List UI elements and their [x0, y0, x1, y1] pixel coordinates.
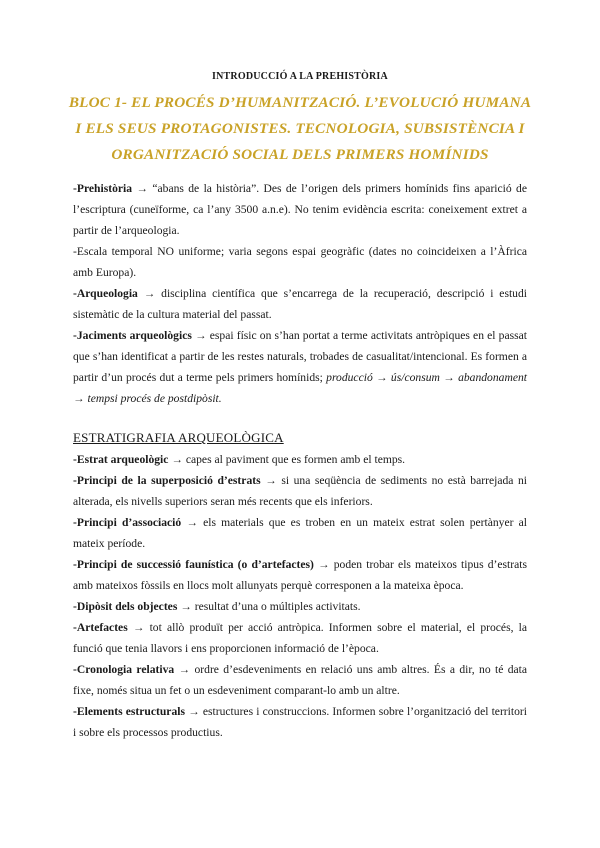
bloc-title — [60, 90, 540, 168]
definition-text: → si una seqüència de sediments no està barrejada ni alterada, els nivells superiors seran més recents que els inferiors. — [73, 474, 527, 508]
definition-text: → espai físic on s’han portat a terme activitats antròpiques en el passat que s’han identificat a partir de les restes naturals, trobades de casualitat/intencional. Es formen a partir d’un procés dut a terme pels primers homínids; — [73, 329, 527, 384]
definition-term: -Estrat arqueològic — [73, 453, 169, 466]
definition-term: -Jaciments arqueològics — [73, 329, 192, 342]
definition-term: -Artefactes — [73, 621, 128, 634]
definition-elements-estructurals — [73, 701, 527, 743]
definition-jaciments — [73, 325, 527, 409]
definition-term: -Principi de la superposició d’estrats — [73, 474, 261, 487]
document-title: INTRODUCCIÓ A LA PREHISTÒRIA — [212, 71, 388, 82]
section-heading-estratigrafia: ESTRATIGRAFIA ARQUEOLÒGICA — [73, 430, 284, 445]
definition-text: → capes al paviment que es formen amb el temps. — [168, 453, 406, 466]
definition-cronologia-relativa — [73, 659, 527, 701]
bloc-title-line: BLOC 1- EL PROCÉS D’HUMANITZACIÓ. L’EVOLUCIÓ HUMANA — [68, 94, 532, 111]
intro-section — [73, 178, 527, 409]
definition-text: → poden trobar els mateixos tipus d’estrats amb mateixos fòssils en llocs molt allunyats perquè corresponen a la mateixa època. — [73, 558, 527, 592]
definition-prehistoria — [73, 178, 527, 241]
definition-term: -Elements estructurals — [73, 705, 185, 718]
definition-term: -Dipòsit dels objectes — [73, 600, 178, 613]
definition-estrat — [73, 449, 527, 470]
definition-associacio — [73, 512, 527, 554]
definition-diposit — [73, 596, 527, 617]
definition-term: -Arqueologia — [73, 287, 138, 300]
definition-escala-temporal — [73, 241, 527, 283]
definition-arqueologia — [73, 283, 527, 325]
definition-text: → tot allò produït per acció antròpica. Informen sobre el material, el procés, la funció que tenia llavors i ens proporcionen informació de l’època. — [73, 621, 527, 655]
definition-text: → els materials que es troben en un mateix estrat solen pertànyer al mateix període. — [73, 516, 527, 550]
definition-term: -Prehistòria — [73, 182, 133, 195]
definition-artefactes — [73, 617, 527, 659]
definition-term: -Principi de successió faunística (o d’artefactes) — [73, 558, 314, 571]
bloc-title-line: I ELS SEUS PROTAGONISTES. TECNOLOGIA, SUBSISTÈNCIA I — [75, 120, 525, 137]
definition-text: → resultat d’una o múltiples activitats. — [177, 600, 361, 613]
definition-term: -Principi d’associació — [73, 516, 182, 529]
definition-text: -Escala temporal NO uniforme; varia segons espai geogràfic (dates no coincideixen a l’Àfrica amb Europa). — [73, 245, 527, 279]
definition-term: -Cronologia relativa — [73, 663, 175, 676]
definition-successio-faunistica — [73, 554, 527, 596]
bloc-title-line: ORGANITZACIÓ SOCIAL DELS PRIMERS HOMÍNIDS — [111, 146, 489, 163]
definition-process-italic: producció → ús/consum → abandonament → tempsi procés de postdipòsit. — [73, 371, 527, 405]
definition-text: → “abans de la història”. Des de l’origen dels primers homínids fins aparició de l’escriptura (cuneïforme, ca l’any 3500 a.n.e). No tenim evidència escrita: coneixement extret a partir de l’arqueologia. — [73, 182, 527, 237]
definition-text: → ordre d’esdeveniments en relació uns amb altres. És a dir, no té data fixe, només situa un fet o un esdeveniment comparant-lo amb un altre. — [73, 663, 528, 697]
definition-superposicio — [73, 470, 527, 512]
definition-text: → estructures i construccions. Informen sobre l’organització del territori i sobre els processos productius. — [73, 705, 527, 739]
definition-text: → disciplina científica que s’encarrega de la recuperació, descripció i estudi sistemàtic de la cultura material del passat. — [73, 287, 527, 321]
estratigrafia-section — [73, 449, 527, 743]
